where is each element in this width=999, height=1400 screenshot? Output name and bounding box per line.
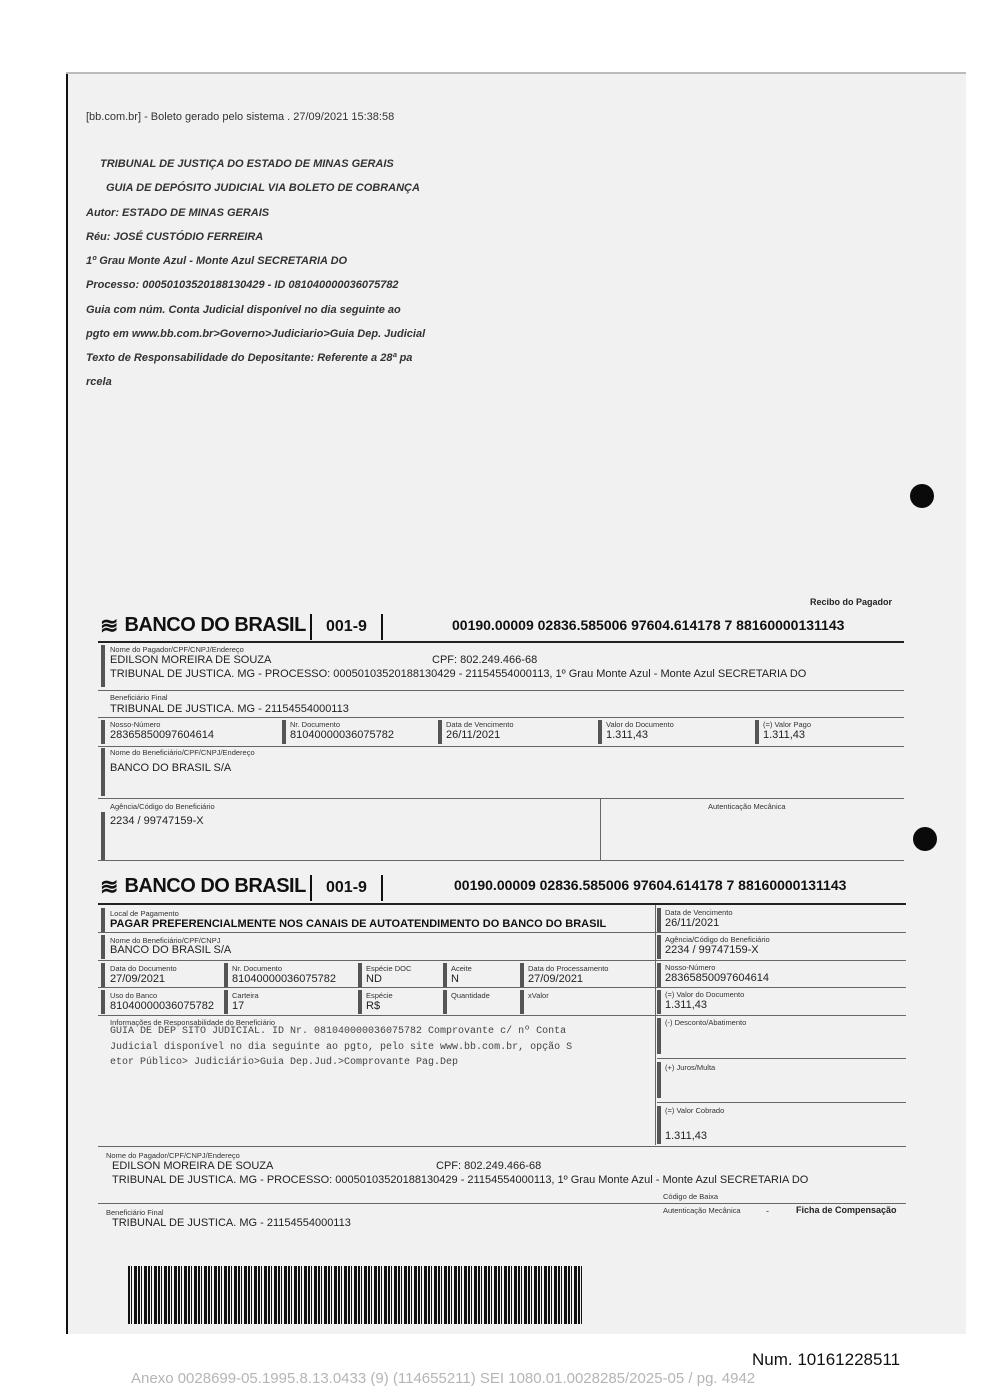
guide-line-1: TRIBUNAL DE JUSTIÇA DO ESTADO DE MINAS GERAIS	[100, 158, 394, 170]
bank-code: 001-9	[310, 614, 383, 640]
slip-info-line-2: Judicial disponível no dia seguinte ao pgto, pelo site www.bb.com.br, opção S	[110, 1042, 573, 1053]
slip-vencimento: 26/11/2021	[665, 917, 720, 929]
rule	[98, 798, 904, 799]
document-number: Num. 10161228511	[752, 1350, 901, 1369]
digitable-line: 00190.00009 02836.585006 97604.614178 7 88160000131143	[452, 617, 845, 633]
bank-logo-slip	[100, 875, 306, 898]
receipt-payer-cpf: CPF: 802.249.466-68	[432, 654, 538, 666]
receipt-beneficiary-label: Nome do Beneficiário/CPF/CNPJ/Endereço	[110, 748, 255, 757]
guide-line-8: pgto em www.bb.com.br>Governo>Judiciario>Guia Dep. Judicial	[86, 328, 426, 340]
rule-vertical	[600, 798, 601, 860]
field-marker	[657, 1018, 661, 1054]
field-marker	[520, 963, 524, 987]
receipt-beneficiary: BANCO DO BRASIL S/A	[110, 762, 232, 774]
system-header-line: [bb.com.br] - Boleto gerado pelo sistema . 27/09/2021 15:38:58	[86, 111, 395, 123]
slip-final-beneficiary: TRIBUNAL DE JUSTICA. MG - 21154554000113	[112, 1217, 351, 1229]
field-marker	[657, 1062, 661, 1098]
slip-cobrado-label: (=) Valor Cobrado	[665, 1106, 725, 1115]
slip-data-doc: 27/09/2021	[110, 973, 166, 985]
field-marker	[755, 720, 759, 744]
rule	[98, 1203, 906, 1204]
slip-especie-label: Espécie	[366, 991, 393, 1000]
slip-aceite: N	[451, 973, 459, 985]
slip-especie: R$	[366, 1000, 381, 1012]
receipt-payer-name: EDILSON MOREIRA DE SOUZA	[110, 654, 272, 666]
receipt-header-rule	[98, 641, 904, 643]
receipt-valor-pago: 1.311,43	[763, 729, 806, 741]
field-marker	[101, 645, 105, 687]
rule	[657, 1102, 906, 1103]
slip-nosso-numero-label: Nosso-Número	[665, 963, 716, 972]
field-marker	[657, 963, 661, 987]
receipt-valor-documento-label: Valor do Documento	[606, 720, 674, 729]
slip-auth-dash: -	[766, 1206, 769, 1216]
sheet-top-edge	[66, 72, 966, 74]
field-marker	[101, 990, 105, 1014]
rule	[98, 1015, 906, 1016]
field-marker	[282, 720, 286, 744]
receipt-agency: 2234 / 99747159-X	[110, 815, 204, 827]
field-marker	[101, 963, 105, 987]
slip-nosso-numero: 28365850097604614	[665, 972, 770, 984]
slip-beneficiary: BANCO DO BRASIL S/A	[110, 944, 232, 956]
field-marker	[101, 748, 105, 796]
receipt-payer-address: TRIBUNAL DE JUSTICA. MG - PROCESSO: 00050103520188130429 - 21154554000113, 1º Grau Monte Azul - Monte Azul SECRETARIA DO	[110, 668, 807, 680]
slip-local-label: Local de Pagamento	[110, 909, 179, 918]
bank-logo-text: BANCO DO BRASIL	[124, 875, 306, 897]
receipt-agency-label: Agência/Código do Beneficiário	[110, 802, 215, 811]
slip-cobrado: 1.311,43	[665, 1130, 708, 1142]
slip-header-rule	[98, 903, 906, 905]
slip-carteira-label: Carteira	[232, 991, 259, 1000]
rule	[98, 960, 906, 961]
slip-data-proc-label: Data do Processamento	[528, 964, 609, 973]
slip-uso-banco-label: Uso do Banco	[110, 991, 158, 1000]
receipt-nosso-numero: 28365850097604614	[110, 729, 215, 741]
guide-line-10: rcela	[86, 376, 112, 388]
bank-logo-text: BANCO DO BRASIL	[124, 614, 306, 636]
receipt-valor-pago-label: (=) Valor Pago	[763, 720, 812, 729]
receipt-vencimento-label: Data de Vencimento	[446, 720, 514, 729]
field-marker	[358, 990, 362, 1014]
slip-juros-label: (+) Juros/Multa	[665, 1063, 716, 1072]
slip-agency: 2234 / 99747159-X	[665, 944, 759, 956]
guide-line-5: 1º Grau Monte Azul - Monte Azul SECRETARIA DO	[86, 255, 348, 267]
rule	[98, 717, 904, 718]
source-reference: Anexo 0028699-05.1995.8.13.0433 (9) (114655211) SEI 1080.01.0028285/2025-05 / pg. 4942	[131, 1370, 756, 1387]
field-marker	[101, 935, 105, 959]
rule	[98, 932, 906, 933]
slip-aceite-label: Aceite	[451, 964, 472, 973]
slip-agency-label: Agência/Código do Beneficiário	[665, 935, 770, 944]
receipt-vencimento: 26/11/2021	[446, 729, 501, 741]
receipt-title: Recibo do Pagador	[810, 597, 893, 607]
bank-logo	[100, 614, 306, 637]
bank-code-slip: 001-9	[310, 875, 383, 901]
slip-valor-doc-label: (=) Valor do Documento	[665, 990, 745, 999]
guide-line-7: Guia com núm. Conta Judicial disponível no dia seguinte ao	[86, 304, 401, 316]
slip-codigo-baixa-label: Código de Baixa	[663, 1192, 719, 1201]
field-marker	[101, 720, 105, 744]
slip-final-beneficiary-label: Beneficiário Final	[106, 1208, 164, 1217]
slip-desconto-label: (-) Desconto/Abatimento	[665, 1018, 747, 1027]
field-marker	[598, 720, 602, 744]
digitable-line-slip: 00190.00009 02836.585006 97604.614178 7 88160000131143	[454, 877, 847, 893]
bank-logo-icon: ≋	[100, 873, 119, 899]
guide-line-6: Processo: 00050103520188130429 - ID 081040000036075782	[86, 279, 399, 291]
slip-ficha-label: Ficha de Compensação	[796, 1205, 897, 1215]
slip-data-proc: 27/09/2021	[528, 973, 584, 985]
slip-xvalor-label: xValor	[528, 991, 549, 1000]
slip-nr-doc: 81040000036075782	[232, 973, 337, 985]
receipt-nr-documento: 81040000036075782	[290, 729, 395, 741]
slip-beneficiary-label: Nome do Beneficiário/CPF/CNPJ	[110, 936, 221, 945]
slip-especie-doc: ND	[366, 973, 382, 985]
slip-payer-label: Nome do Pagador/CPF/CNPJ/Endereço	[106, 1151, 240, 1160]
rule	[98, 987, 906, 988]
rule	[98, 690, 904, 691]
slip-auth-label: Autenticação Mecânica	[663, 1206, 741, 1215]
rule	[98, 746, 904, 747]
slip-data-doc-label: Data do Documento	[110, 964, 177, 973]
slip-right-column-rule	[655, 905, 656, 1145]
bank-logo-icon: ≋	[100, 612, 119, 638]
slip-quantidade-label: Quantidade	[451, 991, 490, 1000]
slip-vencimento-label: Data de Vencimento	[665, 908, 733, 917]
slip-payer-address: TRIBUNAL DE JUSTICA. MG - PROCESSO: 00050103520188130429 - 21154554000113, 1º Grau Monte Azul - Monte Azul SECRETARIA DO	[112, 1174, 809, 1186]
field-marker	[657, 990, 661, 1014]
slip-nr-doc-label: Nr. Documento	[232, 964, 283, 973]
guide-line-9: Texto de Responsabilidade do Depositante: Referente a 28ª pa	[86, 352, 413, 364]
field-marker	[101, 908, 105, 932]
field-marker	[224, 990, 228, 1014]
receipt-auth-label: Autenticação Mecânica	[708, 802, 786, 811]
receipt-final-beneficiary: TRIBUNAL DE JUSTICA. MG - 21154554000113	[110, 703, 349, 715]
punch-hole-bottom	[913, 827, 937, 851]
slip-payer-cpf: CPF: 802.249.466-68	[436, 1160, 542, 1172]
field-marker	[657, 935, 661, 959]
guide-line-4: Réu: JOSÉ CUSTÓDIO FERREIRA	[86, 231, 264, 243]
punch-hole-top	[910, 484, 934, 508]
rule	[98, 860, 904, 861]
field-marker	[358, 963, 362, 987]
field-marker	[443, 963, 447, 987]
guide-line-2: GUIA DE DEPÓSITO JUDICIAL VIA BOLETO DE COBRANÇA	[106, 182, 420, 194]
field-marker	[520, 990, 524, 1014]
barcode	[128, 1266, 584, 1324]
slip-local: PAGAR PREFERENCIALMENTE NOS CANAIS DE AUTOATENDIMENTO DO BANCO DO BRASIL	[110, 918, 607, 930]
field-marker	[224, 963, 228, 987]
receipt-final-beneficiary-label: Beneficiário Final	[110, 693, 168, 702]
guide-line-3: Autor: ESTADO DE MINAS GERAIS	[86, 207, 270, 219]
receipt-nr-documento-label: Nr. Documento	[290, 720, 341, 729]
receipt-valor-documento: 1.311,43	[606, 729, 649, 741]
slip-info-label: Informações de Responsabilidade do Beneficiário	[110, 1018, 276, 1027]
rule	[98, 1146, 906, 1147]
receipt-nosso-numero-label: Nosso-Número	[110, 720, 161, 729]
field-marker	[101, 812, 105, 860]
slip-valor-doc: 1.311,43	[665, 999, 708, 1011]
slip-payer-name: EDILSON MOREIRA DE SOUZA	[112, 1160, 274, 1172]
field-marker	[657, 908, 661, 932]
field-marker	[657, 1106, 661, 1144]
receipt-payer-label: Nome do Pagador/CPF/CNPJ/Endereço	[110, 645, 244, 654]
slip-info-line-3: etor Público> Judiciário>Guia Dep.Jud.>Comprovante Pag.Dep	[110, 1057, 459, 1068]
slip-especie-doc-label: Espécie DOC	[366, 964, 412, 973]
slip-info-line-1: GUIA DE DEP SITO JUDICIAL. ID Nr. 081040000036075782 Comprovante c/ nº Conta	[110, 1026, 567, 1037]
slip-carteira: 17	[232, 1000, 245, 1012]
rule	[657, 1058, 906, 1059]
field-marker	[443, 990, 447, 1014]
field-marker	[438, 720, 442, 744]
slip-uso-banco: 81040000036075782	[110, 1000, 215, 1012]
